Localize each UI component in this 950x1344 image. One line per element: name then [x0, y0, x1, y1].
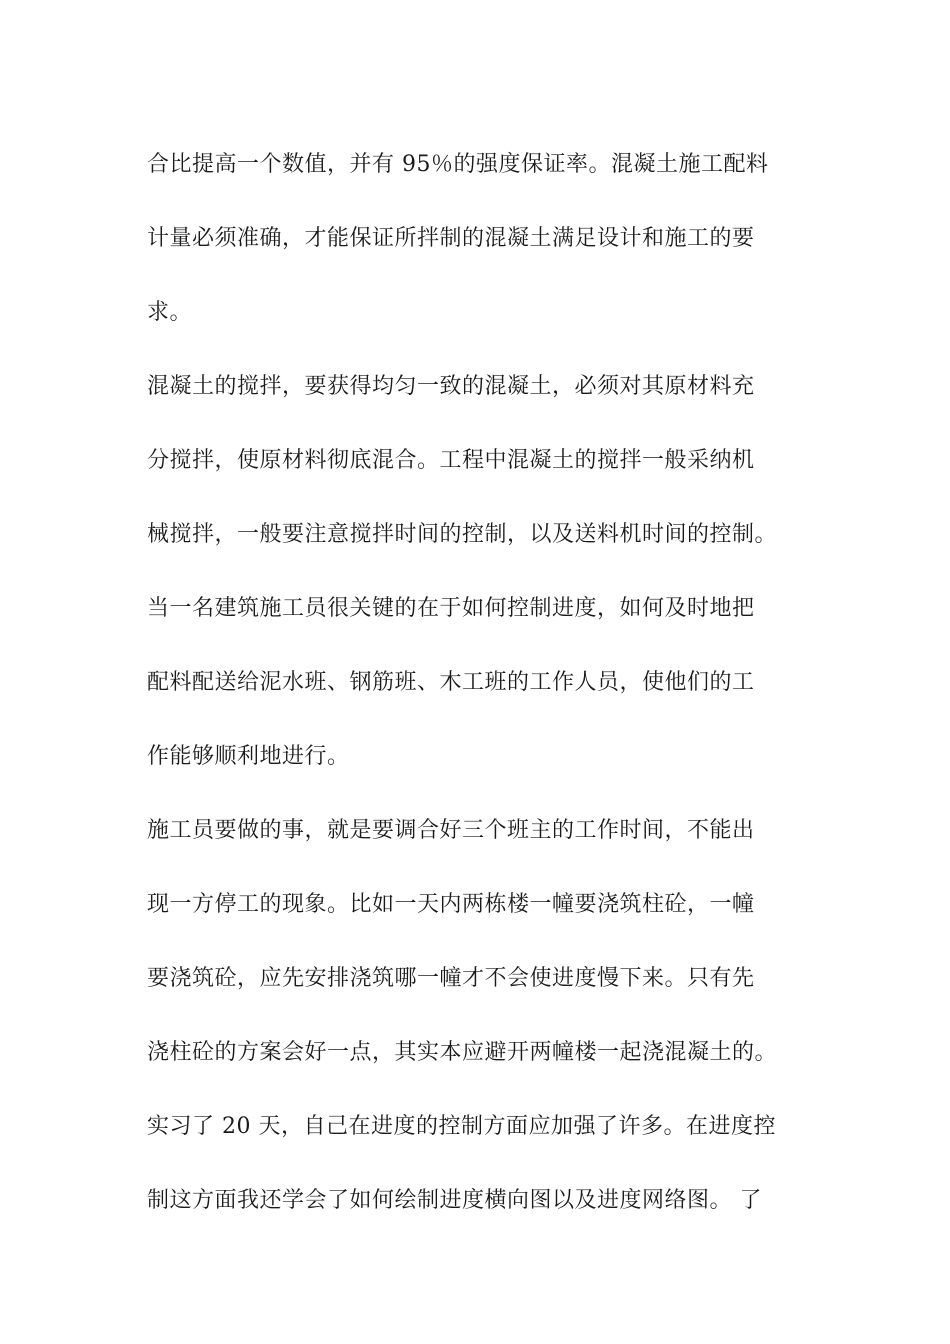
text-line-9: 作能够顺利地进行。: [147, 744, 350, 769]
text-line-7: 当一名建筑施工员很关键的在于如何控制进度，如何及时地把: [147, 596, 755, 621]
text-line-10: 施工员要做的事，就是要调合好三个班主的工作时间，不能出: [147, 818, 755, 843]
text-line-8: 配料配送给泥水班、钢筋班、木工班的工作人员，使他们的工: [147, 670, 755, 695]
text-line-6: 械搅拌，一般要注意搅拌时间的控制，以及送料机时间的控制。: [147, 522, 778, 547]
text-line-15: 制这方面我还学会了如何绘制进度横向图以及进度网络图。 了: [147, 1188, 762, 1213]
text-line-3: 求。: [147, 300, 193, 325]
body-text: [147, 128, 809, 1238]
text-line-4: 混凝土的搅拌，要获得均匀一致的混凝土，必须对其原材料充: [147, 374, 755, 399]
text-line-1: 合比提高一个数值，并有 95％的强度保证率。混凝土施工配料: [147, 152, 769, 177]
text-line-13: 浇柱砼的方案会好一点，其实本应避开两幢楼一起浇混凝土的。: [147, 1040, 778, 1065]
text-line-14: 实习了 20 天，自己在进度的控制方面应加强了许多。在进度控: [147, 1114, 776, 1139]
text-line-5: 分搅拌，使原材料彻底混合。工程中混凝土的搅拌一般采纳机: [147, 448, 755, 473]
text-line-2: 计量必须准确，才能保证所拌制的混凝土满足设计和施工的要: [147, 226, 755, 251]
text-line-12: 要浇筑砼，应先安排浇筑哪一幢才不会使进度慢下来。只有先: [147, 966, 755, 991]
text-line-11: 现一方停工的现象。比如一天内两栋楼一幢要浇筑柱砼，一幢: [147, 892, 755, 917]
